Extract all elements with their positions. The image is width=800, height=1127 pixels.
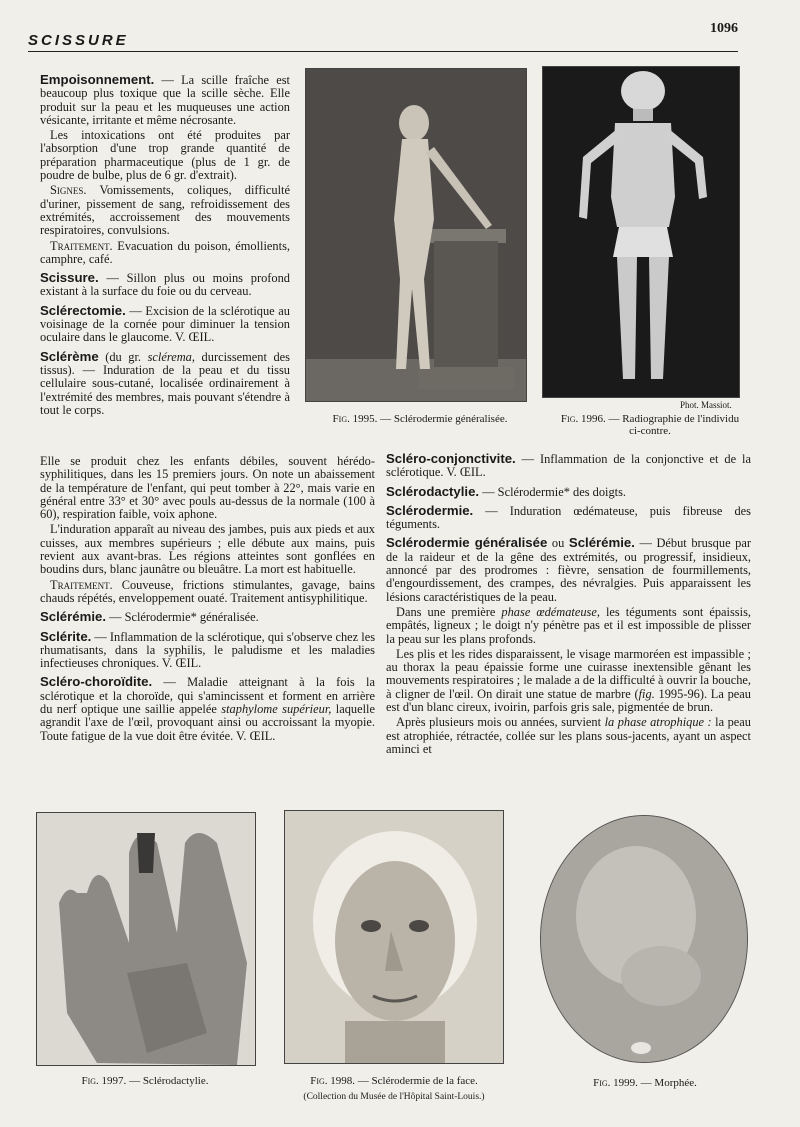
figure-number: Fig. 1996. xyxy=(560,413,606,425)
entry-text: 1995-96). La peau est d'un blanc cireux, ivoirin, parfois gris sale, pigmentée de brun. xyxy=(386,686,751,715)
label-traitement: Traitement. xyxy=(50,238,113,253)
entry-italic: fig. xyxy=(638,686,655,701)
page-header-section: SCISSURE xyxy=(28,32,129,49)
entry-text: les téguments sont épaissis, empâtés, ligneux ; le doigt n'y pénètre pas et il est impossible de plisser la peau sur les plans profonds. xyxy=(386,604,751,646)
entry-term: Sclérite. xyxy=(40,628,92,644)
paragraph-sclereme-cont: Elle se produit chez les enfants débiles, souvent hérédo-syphilitiques, dans les 15 premiers jours. On note un abaissement de la température de l'enfant, qui peut tomber à 22°, mais varie en général entre 33° et 30° avec pouls au-dessus de la normale (100 à 60), respiration faible, voix aphone. xyxy=(40,454,375,522)
entry-text: — La scille fraîche est beaucoup plus toxique que la scille sèche. Elle produit sur la peau et les muqueuses une action vésicante, irritante et même nécrosante. xyxy=(40,73,290,127)
entry-text: Après plusieurs mois ou années, survient xyxy=(396,715,605,730)
figure-caption-text: — Sclérodermie de la face. xyxy=(355,1075,478,1087)
paragraph-traitement-2 xyxy=(40,579,375,606)
figure-number: Fig. 1998. xyxy=(310,1075,356,1087)
entry-term: Sclérémie. xyxy=(568,535,635,551)
paragraph-induration: L'induration apparaît au niveau des jambes, puis aux pieds et aux cuisses, aux membres supérieurs ; elle débute aux mains, puis revient aux avant-bras. Les régions atteintes sont gonflées en boudins durs, blanc jaunâtre ou bleuâtre. La mort est habituelle. xyxy=(40,522,375,577)
figure-1997-image xyxy=(37,813,255,1065)
figure-caption-text: — Sclérodactylie. xyxy=(126,1075,209,1087)
figure-1999-photo xyxy=(540,815,748,1063)
figure-1998-image xyxy=(285,811,503,1063)
paragraph-signes xyxy=(40,184,290,237)
entry-italic: phase œdémateuse, xyxy=(501,604,600,619)
header-rule xyxy=(28,51,738,52)
entry-italic: sclérema, xyxy=(147,349,195,364)
figure-1998-photo xyxy=(284,810,504,1064)
entry-text: (du gr. xyxy=(98,349,148,364)
entry-term: Sclérème xyxy=(40,348,99,364)
entry-term: Sclérodermie généralisée xyxy=(386,535,548,551)
entry-text: durcissement des tissus). — Induration de la peau et du tissu cellulaire sous-cutané, localisée ordinairement à l'extrémité des membres, mais pouvant s'étendre à tout le corps. xyxy=(40,349,291,417)
figure-1997-photo xyxy=(36,812,256,1066)
label-signes: Signes. xyxy=(50,183,87,198)
figure-1995-image xyxy=(306,69,526,401)
entry-sclerectomie xyxy=(40,304,290,345)
entry-sclero-choroidite xyxy=(40,675,375,742)
figure-1998-collection-note: (Collection du Musée de l'Hôpital Saint-Louis.) xyxy=(303,1092,485,1102)
entry-term: Sclérémie. xyxy=(40,609,106,625)
figure-1995-caption xyxy=(330,413,510,425)
figure-1996-photo-credit: Phot. Massiot. xyxy=(680,400,732,410)
entry-scleremes xyxy=(40,350,290,417)
entry-term: Sclérodermie. xyxy=(386,502,474,518)
figure-1996-image xyxy=(543,67,739,397)
entry-term: Empoisonnement. xyxy=(40,72,155,87)
entry-empoisonnement xyxy=(40,73,290,127)
entry-text: — Sclérodermie* des doigts. xyxy=(479,484,627,499)
entry-text: — Sclérodermie* généralisée. xyxy=(105,610,259,625)
entry-text: — Inflammation de la conjonctive et de la sclérotique. V. ŒIL. xyxy=(386,452,751,480)
entry-text: — Excision de la sclérotique au voisinage de la cornée pour diminuer la tension oculaire dans le glaucome. V. ŒIL. xyxy=(40,303,290,345)
entry-text: Vomissements, coliques, difficulté d'uriner, pissement de sang, refroidissement des extrémités, accroissement des mouvements respiratoires, convulsions. xyxy=(40,183,290,238)
right-column xyxy=(386,452,751,758)
left-column-top xyxy=(40,73,290,419)
paragraph-phase-oedemateuse xyxy=(386,606,751,646)
entry-term: Sclérectomie. xyxy=(40,302,126,318)
entry-sclero-conjonctivite xyxy=(386,452,751,480)
label-traitement: Traitement. xyxy=(50,577,113,592)
figure-1996-caption xyxy=(560,413,740,437)
figure-1998-caption xyxy=(284,1075,504,1087)
left-column-lower xyxy=(40,455,375,745)
figure-1995-photo xyxy=(305,68,527,402)
figure-caption-text: — Morphée. xyxy=(637,1077,697,1089)
figure-caption-text: — Sclérodermie généralisée. xyxy=(377,413,508,425)
entry-text: Dans une première xyxy=(396,604,502,619)
entry-text: — Début brusque par de la raideur et de la gêne des extrémités, ou progressif, insidieux, annoncé par des prodromes : fièvre, sensation de fourmillements, d'engourdissement, des crampes, des névralgies. Puis apparaissent les lésions caractéristiques de la peau. xyxy=(386,536,751,604)
figure-number: Fig. 1995. xyxy=(332,413,378,425)
figure-number: Fig. 1997. xyxy=(81,1075,127,1087)
entry-text: ou xyxy=(547,536,569,551)
entry-sclerite xyxy=(40,630,375,671)
paragraph-intoxications: Les intoxications ont été produites par l'absorption d'une trop grande quantité de préparation pharmaceutique (plus de 1 gr. de poudre de bulbe, plus de 6 gr. d'extrait). xyxy=(40,128,290,183)
figure-1997-caption xyxy=(40,1075,250,1087)
entry-text: la peau est atrophiée, rétractée, collée sur les plans sous-jacents, ayant un aspect aminci et xyxy=(386,715,751,756)
entry-text: Les plis et les rides disparaissent, le visage marmoréen est impassible ; au thorax la peau épaissie forme une cuirasse inextensible gênant les mouvements respiratoires ; le malade a de la difficulté à ouvrir la bouche, à cligner de l'œil. On dirait une statue de marbre ( xyxy=(386,646,751,701)
entry-sclerodactylie xyxy=(386,485,751,499)
entry-text: — Inflammation de la sclérotique, qui s'observe chez les rhumatisants, dans la syphilis, le paludisme et les maladies infectieuses chroniques. V. ŒIL. xyxy=(40,629,376,671)
figure-caption-text: — Radiographie de l'individu ci-contre. xyxy=(605,413,740,437)
entry-italic: staphylome supérieur, xyxy=(221,702,332,717)
entry-term: Scléro-choroïdite. xyxy=(40,674,153,690)
entry-text: — Induration œdémateuse, puis fibreuse des téguments. xyxy=(386,503,751,532)
entry-term: Sclérodactylie. xyxy=(386,483,480,499)
entry-italic: la phase atrophique : xyxy=(604,715,712,730)
entry-sclerodermie-generalisee xyxy=(386,536,751,603)
entry-text: — Sillon plus ou moins profond existant à la surface du foie ou du cerveau. xyxy=(40,271,290,299)
figure-1996-photo xyxy=(542,66,740,398)
paragraph-traitement xyxy=(40,240,290,267)
page-number: 1096 xyxy=(710,21,738,36)
figure-1999-caption xyxy=(545,1077,745,1089)
figure-number: Fig. 1999. xyxy=(593,1077,638,1089)
entry-sclerodermie xyxy=(386,504,751,532)
entry-term: Scléro-conjonctivite. xyxy=(386,451,516,466)
entry-scissure xyxy=(40,271,290,299)
entry-text: laquelle agrandit l'axe de l'œil, provoquant ainsi ou accroissant la myopie. Toute fatigue de la vue doit être évitée. V. ŒIL. xyxy=(40,702,376,743)
paragraph-plis-rides xyxy=(386,648,751,714)
entry-scleremie xyxy=(40,610,375,624)
entry-text: Couveuse, frictions stimulantes, gavage, bains chauds répétés, enveloppement ouaté. Traitement antisyphilitique. xyxy=(40,577,375,605)
entry-term: Scissure. xyxy=(40,270,99,286)
figure-1999-image xyxy=(541,816,747,1062)
paragraph-phase-atrophique xyxy=(386,716,751,756)
entry-text: Evacuation du poison, émollients, camphre, café. xyxy=(40,238,290,266)
entry-text: — Maladie atteignant à la fois la sclérotique et la choroïde, qui s'amincissent et forment en arrière du nerf optique une saillie appelée xyxy=(40,675,375,717)
